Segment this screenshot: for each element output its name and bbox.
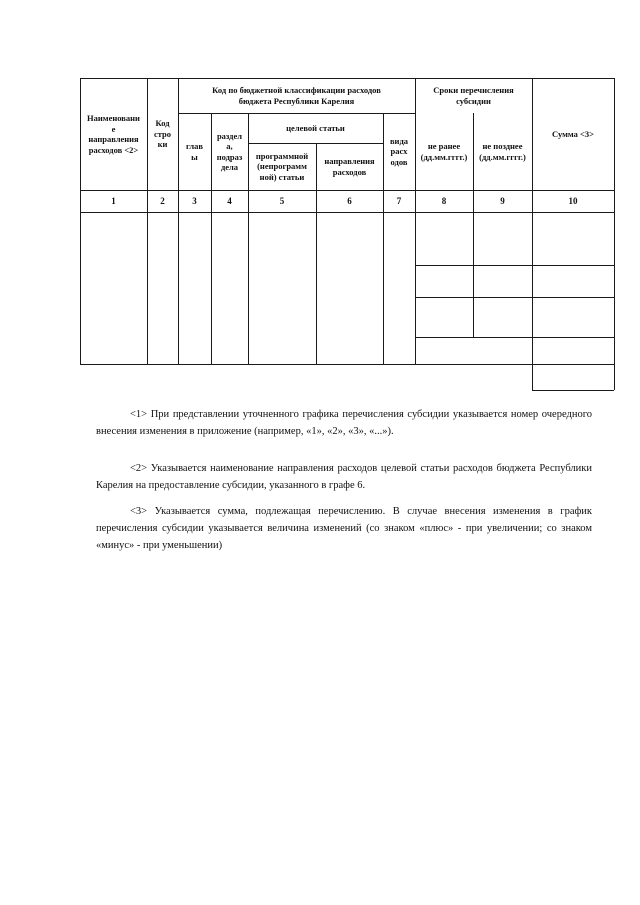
column-number: 1: [111, 196, 116, 206]
column-number: 9: [500, 196, 505, 206]
header-name: Наименовани е направления расходов <2>: [87, 113, 140, 155]
column-number: 8: [441, 196, 447, 206]
header-budget-classification: Код по бюджетной классификации расходов бюджета Республики Карелия: [212, 85, 381, 106]
header-razdel: раздел а, подраз дела: [216, 130, 243, 172]
column-number: 7: [396, 196, 402, 206]
header-not-after: не позднее (дд.мм.гггг.): [479, 141, 526, 162]
header-not-before: не ранее (дд.мм.гггг.): [420, 141, 468, 162]
footnote-3: <3> Указывается сумма, подлежащая перечислению. В случае внесения изменения в график перечисления субсидии указывается величина изменений (со знаком «плюс» - при увеличении; со знаком «минус» - при уменьшении): [96, 506, 592, 551]
footnote-2: <2> Указывается наименование направления расходов целевой статьи расходов бюджета Республики Карелия на предоставление субсидии, указанного в графе 6.: [96, 463, 592, 491]
column-number: 5: [279, 196, 285, 206]
header-program-article: программной (непрограмм ной) статьи: [255, 150, 309, 182]
column-number: 10: [568, 196, 578, 206]
header-glava: глав ы: [185, 141, 204, 162]
column-number: 6: [347, 196, 352, 206]
header-transfer-terms: Сроки перечисления субсидии: [433, 85, 514, 106]
header-code: Код стро ки: [153, 118, 172, 150]
header-expense-direction: направления расходов: [324, 156, 375, 177]
footnote-1: <1> При представлении уточненного графика перечисления субсидии указывается номер очередного внесения изменения в приложение (например, «1», «2», «3», «...»).: [96, 409, 592, 437]
header-sum: Сумма <3>: [552, 128, 594, 139]
column-number: 4: [227, 196, 232, 206]
header-expense-type: вида расх одов: [389, 135, 409, 167]
column-number: 2: [160, 196, 165, 206]
header-target-article: целевой статьи: [286, 122, 345, 133]
column-number: 3: [192, 196, 197, 206]
